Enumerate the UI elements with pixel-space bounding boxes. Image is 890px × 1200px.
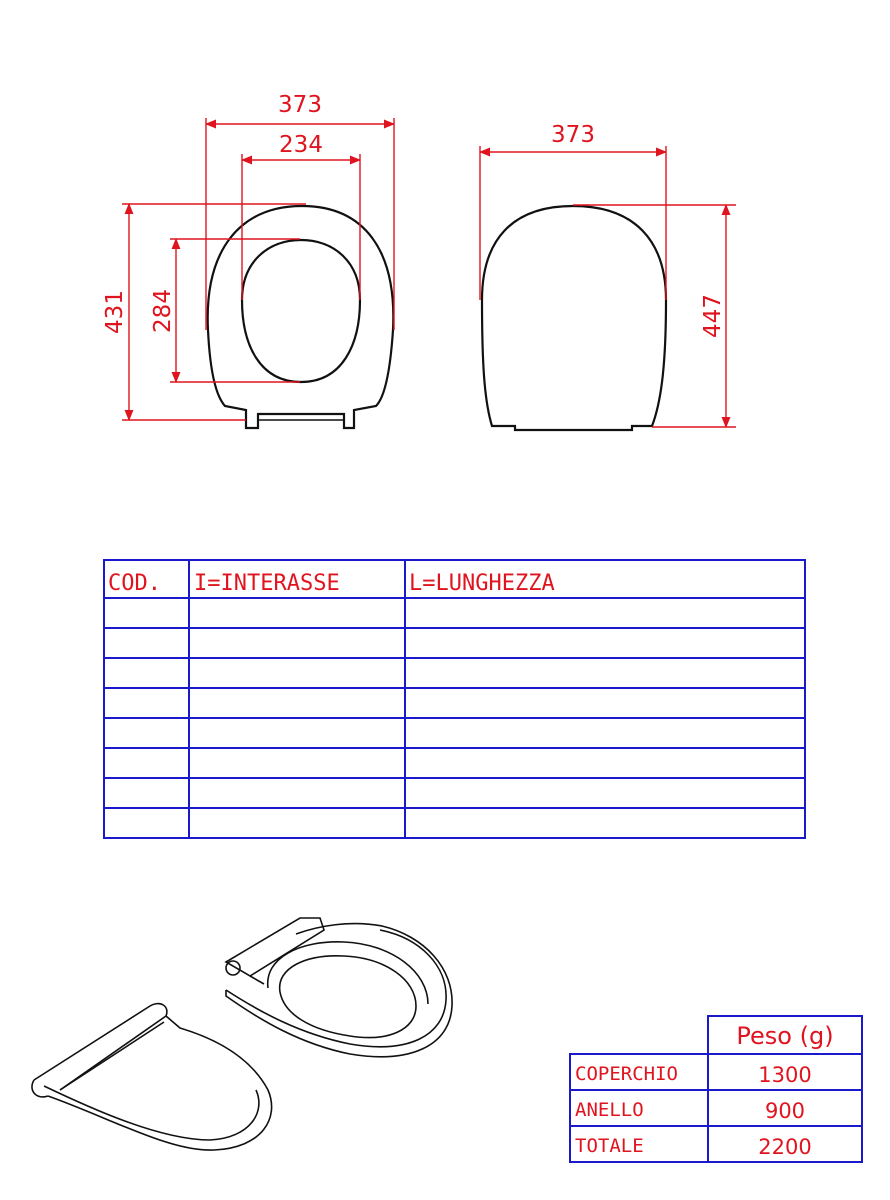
dim-inner-width-label: 234: [279, 132, 323, 158]
lid-view-drawing: [480, 122, 736, 430]
weight-header: Peso (g): [736, 1022, 834, 1050]
code-table: [104, 560, 805, 838]
dim-overall-length-label: 431: [102, 290, 128, 334]
col-header-interasse: I=INTERASSE: [194, 571, 340, 596]
seat-inner-opening: [242, 240, 360, 382]
col-header-code: COD.: [108, 571, 161, 596]
weight-label-anello: ANELLO: [575, 1099, 644, 1121]
weight-label-totale: TOTALE: [575, 1135, 644, 1157]
dim-lid-width-label: 373: [551, 122, 595, 148]
weight-value-anello: 900: [764, 1099, 806, 1123]
weight-label-coperchio: COPERCHIO: [575, 1063, 678, 1085]
weight-table: [570, 1016, 862, 1162]
seat-ring-opening-iso: [280, 956, 416, 1038]
isometric-seat: [226, 918, 452, 1057]
dim-lid-length-label: 447: [700, 294, 726, 338]
lid-outline: [482, 206, 666, 430]
dim-inner-length-label: 284: [150, 289, 176, 333]
top-view-drawing: [102, 92, 394, 428]
dim-overall-width-label: 373: [278, 92, 322, 118]
isometric-lid: [32, 1004, 272, 1150]
weight-value-coperchio: 1300: [758, 1063, 812, 1087]
weight-value-totale: 2200: [758, 1135, 812, 1159]
col-header-lunghezza: L=LUNGHEZZA: [409, 571, 555, 596]
